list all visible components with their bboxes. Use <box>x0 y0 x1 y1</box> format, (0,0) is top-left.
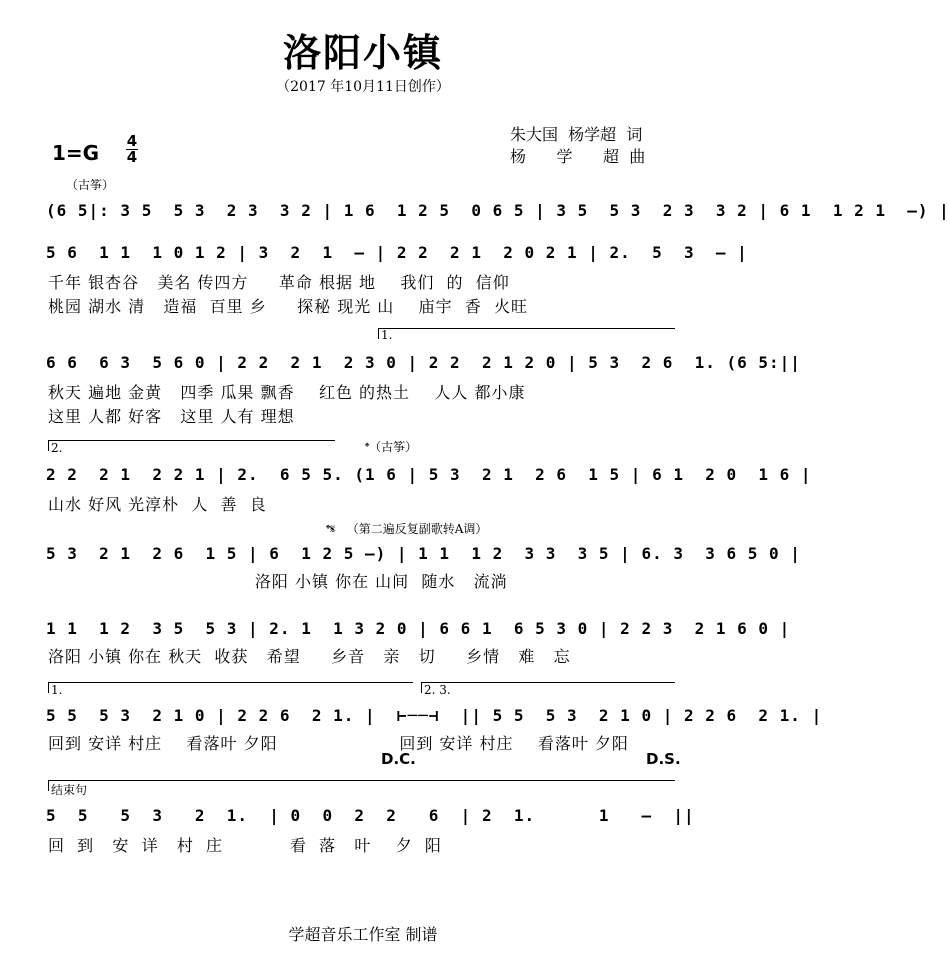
volta-row7-23-label: 2. 3. <box>424 683 451 697</box>
notes-row-5: 5 3 2 1 2 6 1 5 | 6 1 2 5 –) | 1 1 1 2 3 3 3 5 | 6. 3 3 6 5 0 | <box>46 544 801 563</box>
lyrics-row-8-line-1: 回 到 安 详 村 庄 看 落 叶 夕 阳 <box>48 836 442 855</box>
song-subtitle: （2017 年10月11日创作） <box>276 79 450 95</box>
notes-row-4: 2 2 2 1 2 2 1 | 2. 6 5 5. (1 6 | 5 3 2 1 2 6 1 5 | 6 1 2 0 1 6 | <box>46 465 812 484</box>
song-title: 洛阳小镇 <box>282 31 443 75</box>
second-time-label: 𝄌𝄋 （第二遍反复副歌转A调） <box>326 522 488 536</box>
notes-row-6: 1 1 1 2 3 5 5 3 | 2. 1 1 3 2 0 | 6 6 1 6 5 3 0 | 2 2 3 2 1 6 0 | <box>46 619 791 638</box>
coda-guzheng-label: 𝄌（古筝） <box>365 440 418 454</box>
lyrics-row-6-line-1: 洛阳 小镇 你在 秋天 收获 希望 乡音 亲 切 乡情 难 忘 <box>48 647 571 666</box>
time-bottom: 4 <box>126 148 138 166</box>
volta-2-label: 2. <box>51 441 63 455</box>
ending-bracket <box>48 780 675 791</box>
time-signature <box>126 134 138 165</box>
notes-row-7: 5 5 5 3 2 1 0 | 2 2 6 2 1. | ⊢──⊣ || 5 5 5 3 2 1 0 | 2 2 6 2 1. | <box>46 706 823 725</box>
notes-row-2: 5 6 1 1 1 0 1 2 | 3 2 1 – | 2 2 2 1 2 0 2 1 | 2. 5 3 – | <box>46 243 748 262</box>
volta-1-label: 1. <box>381 328 393 342</box>
lyrics-row-3-line-2: 这里 人都 好客 这里 人有 理想 <box>48 407 295 426</box>
lyrics-row-4-line-1: 山水 好风 光淳朴 人 善 良 <box>48 495 267 514</box>
song-credits: 朱大国 杨学超 词 杨 学 超 曲 <box>510 125 646 166</box>
volta-bracket-row7-1 <box>48 682 413 693</box>
notes-row-8: 5 5 5 3 2 1. | 0 0 2 2 6 | 2 1. 1 – || <box>46 806 695 825</box>
volta-bracket-1 <box>378 328 675 339</box>
lyrics-row-5-line-1: 洛阳 小镇 你在 山间 随水 流淌 <box>48 572 508 591</box>
notes-row-1: (6 5|: 3 5 5 3 2 3 3 2 | 1 6 1 2 5 0 6 5 | 3 5 5 3 2 3 3 2 | 6 1 1 2 1 –) | <box>46 201 950 220</box>
ds-marking: D.S. <box>646 750 681 768</box>
lyrics-row-2-line-2: 桃园 湖水 清 造福 百里 乡 探秘 现光 山 庙宇 香 火旺 <box>48 297 528 316</box>
notes-row-3: 6 6 6 3 5 6 0 | 2 2 2 1 2 3 0 | 2 2 2 1 2 0 | 5 3 2 6 1. (6 5:|| <box>46 353 801 372</box>
time-top: 4 <box>126 132 138 150</box>
ending-label: 结束句 <box>51 783 88 797</box>
lyrics-row-7-line-1: 回到 安详 村庄 看落叶 夕阳 回到 安详 村庄 看落叶 夕阳 <box>48 734 629 753</box>
guzheng-label: （古筝） <box>66 178 115 192</box>
volta-bracket-2 <box>48 440 335 451</box>
volta-bracket-row7-23 <box>421 682 675 693</box>
key-signature: 1=G <box>52 141 100 165</box>
dc-marking: D.C. <box>381 750 416 768</box>
volta-row7-1-label: 1. <box>51 683 63 697</box>
footer-credit: 学超音乐工作室 制谱 <box>288 925 438 944</box>
lyrics-row-3-line-1: 秋天 遍地 金黄 四季 瓜果 飘香 红色 的热土 人人 都小康 <box>48 383 526 402</box>
lyrics-row-2-line-1: 千年 银杏谷 美名 传四方 革命 根据 地 我们 的 信仰 <box>48 273 510 292</box>
